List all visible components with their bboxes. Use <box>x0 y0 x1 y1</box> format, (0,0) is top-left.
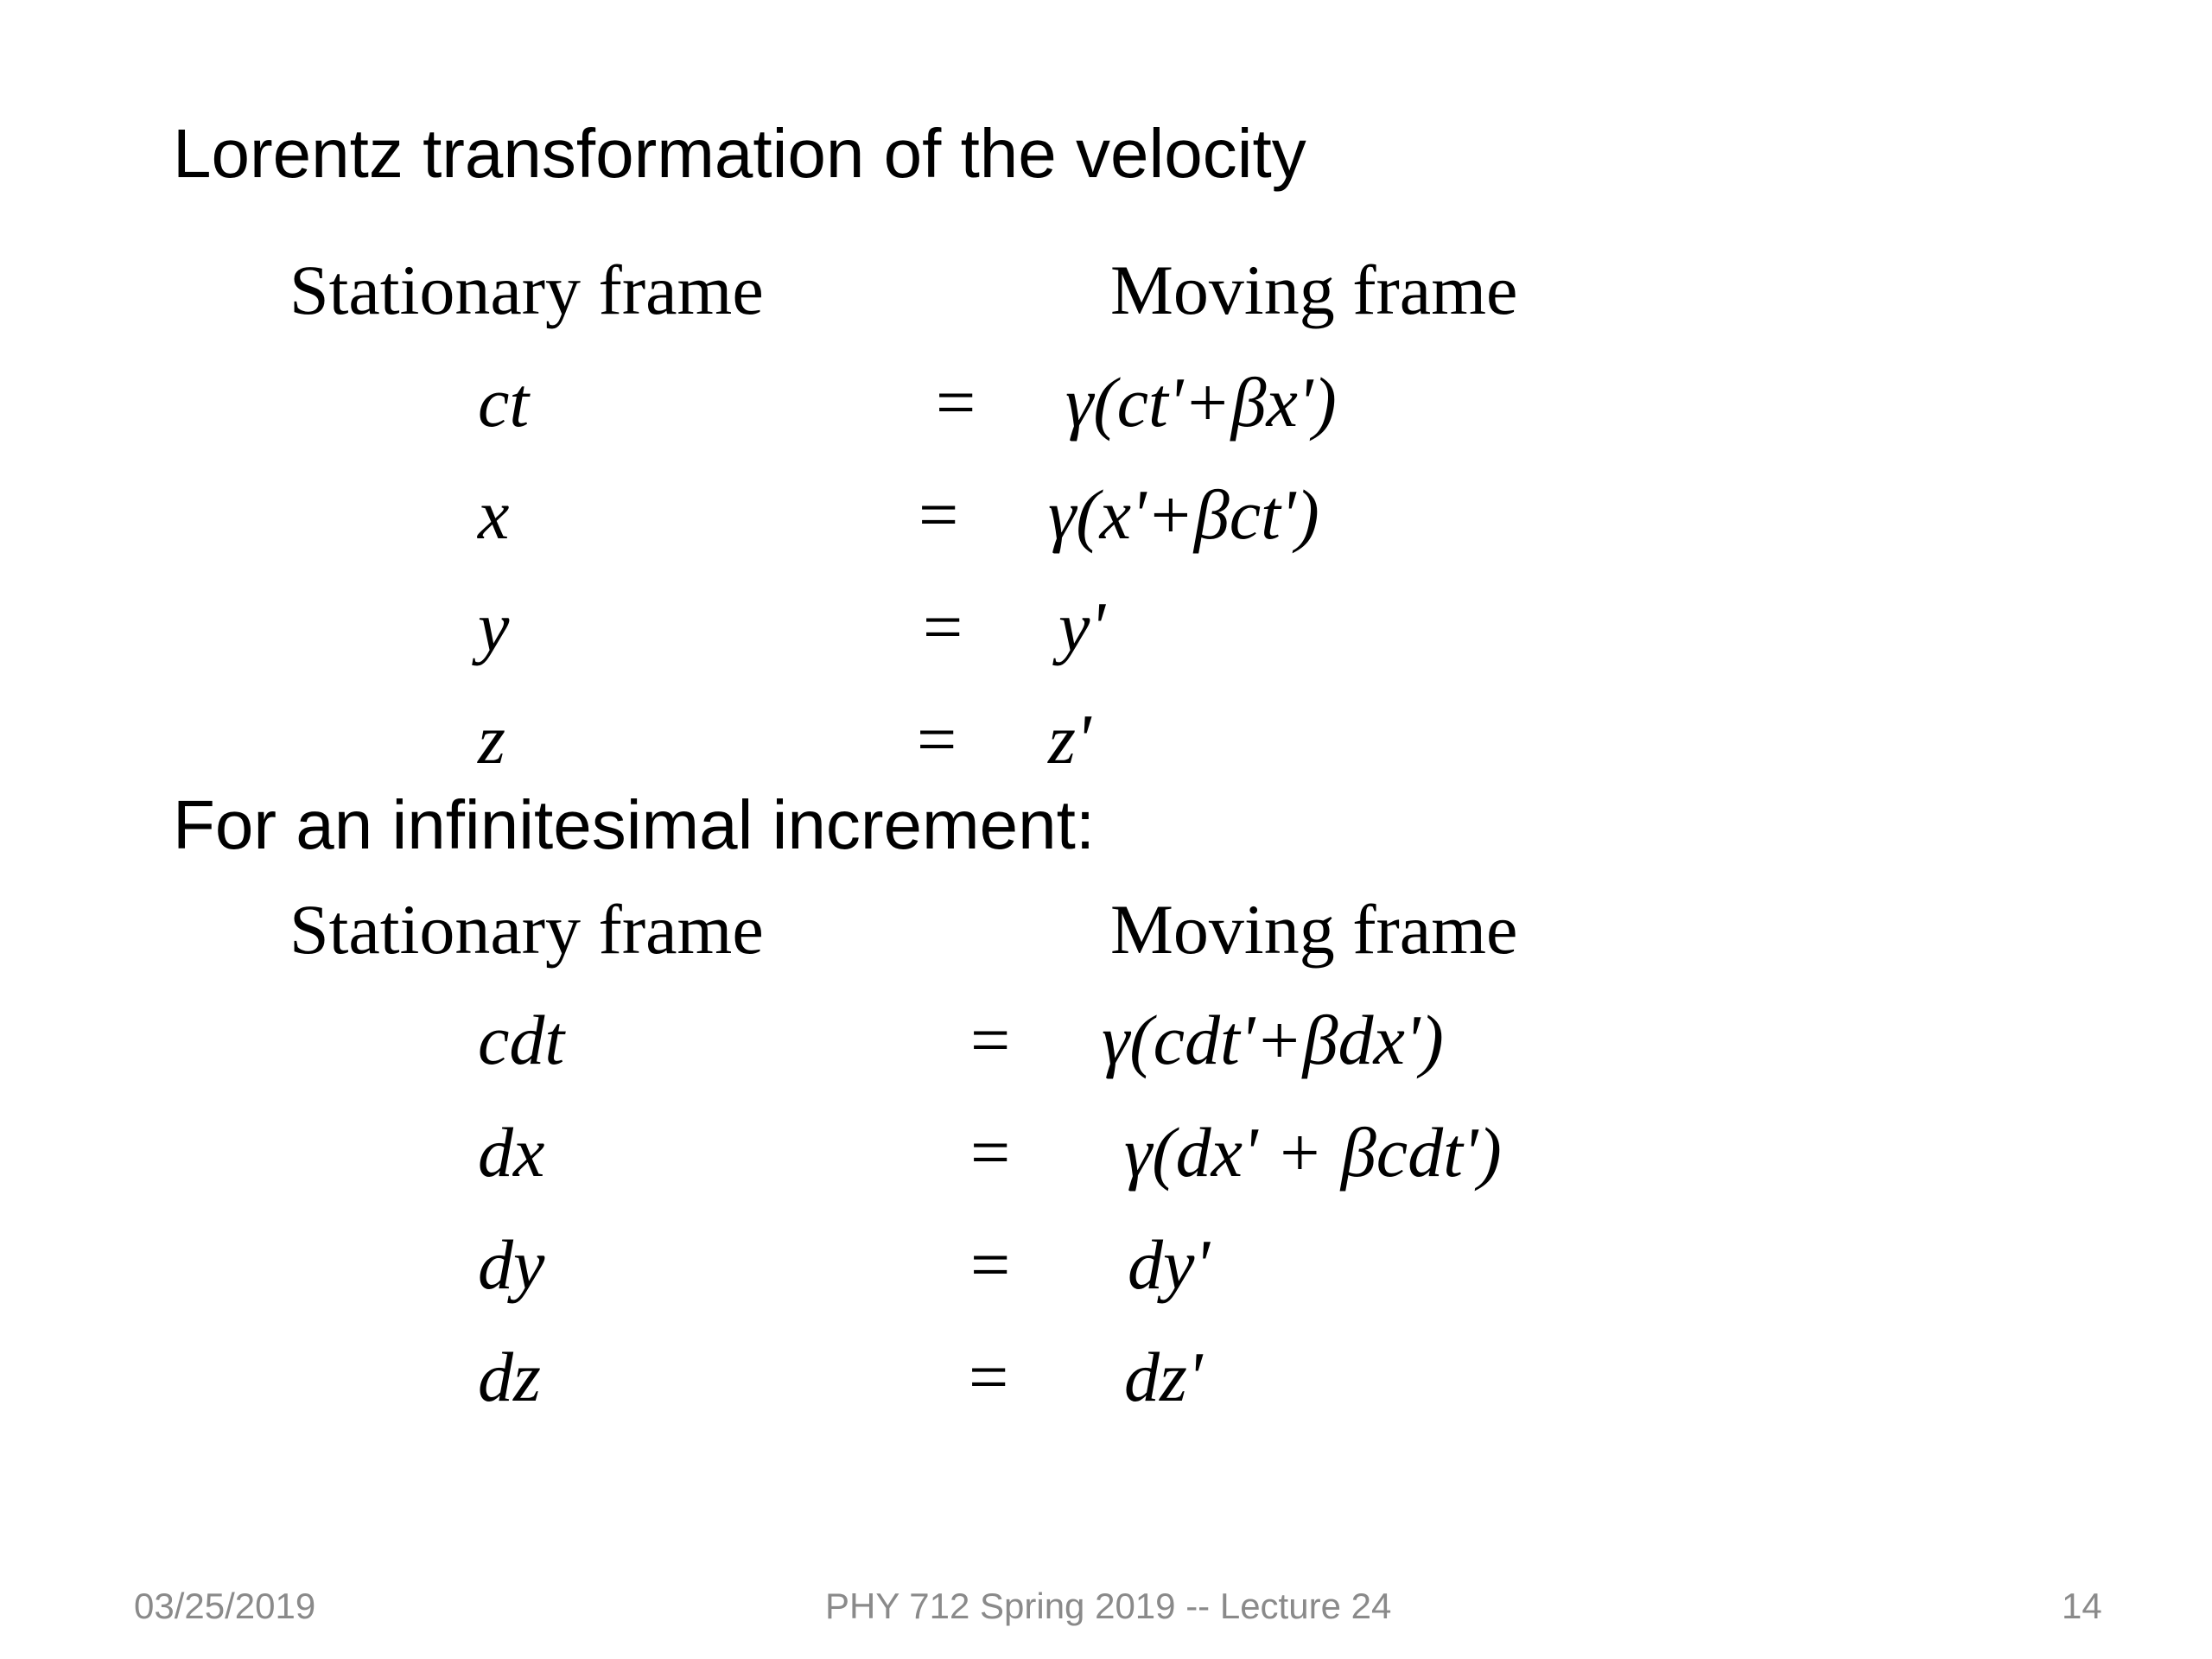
footer-date: 03/25/2019 <box>134 1586 316 1626</box>
equation-rhs: dz' <box>1124 1338 1203 1416</box>
equals-sign: = <box>970 1113 1011 1192</box>
stationary-frame-label: Stationary frame <box>289 890 764 969</box>
equals-sign: = <box>970 1225 1011 1304</box>
equation-rhs: y' <box>1058 588 1105 666</box>
equals-sign: = <box>918 475 959 554</box>
equation-rhs: γ(ct'+βx') <box>1065 363 1337 442</box>
equals-sign: = <box>923 588 963 666</box>
equation-lhs: cdt <box>478 1001 565 1079</box>
equation-lhs: dz <box>478 1338 541 1416</box>
moving-frame-label: Moving frame <box>1110 890 1518 969</box>
equation-lhs: y <box>478 588 510 666</box>
subheading: For an infinitesimal increment: <box>173 786 1096 863</box>
stationary-frame-label: Stationary frame <box>289 251 764 329</box>
slide-title: Lorentz transformation of the velocity <box>173 115 1306 192</box>
equals-sign: = <box>917 700 957 779</box>
equation-rhs: γ(dx' + βcdt') <box>1124 1113 1502 1192</box>
equation-lhs: dx <box>478 1113 545 1192</box>
equation-lhs: x <box>478 475 510 554</box>
equation-lhs: dy <box>478 1225 545 1304</box>
equation-lhs: ct <box>478 363 530 442</box>
equation-rhs: dy' <box>1128 1225 1210 1304</box>
footer-page-number: 14 <box>2062 1586 2102 1626</box>
equation-rhs: z' <box>1048 700 1091 779</box>
moving-frame-label: Moving frame <box>1110 251 1518 329</box>
footer-course: PHY 712 Spring 2019 -- Lecture 24 <box>825 1586 1392 1626</box>
equals-sign: = <box>936 363 976 442</box>
equals-sign: = <box>970 1001 1011 1079</box>
equation-lhs: z <box>478 700 505 779</box>
equation-rhs: γ(x'+βct') <box>1048 475 1319 554</box>
equals-sign: = <box>969 1338 1009 1416</box>
equation-rhs: γ(cdt'+βdx') <box>1102 1001 1444 1079</box>
